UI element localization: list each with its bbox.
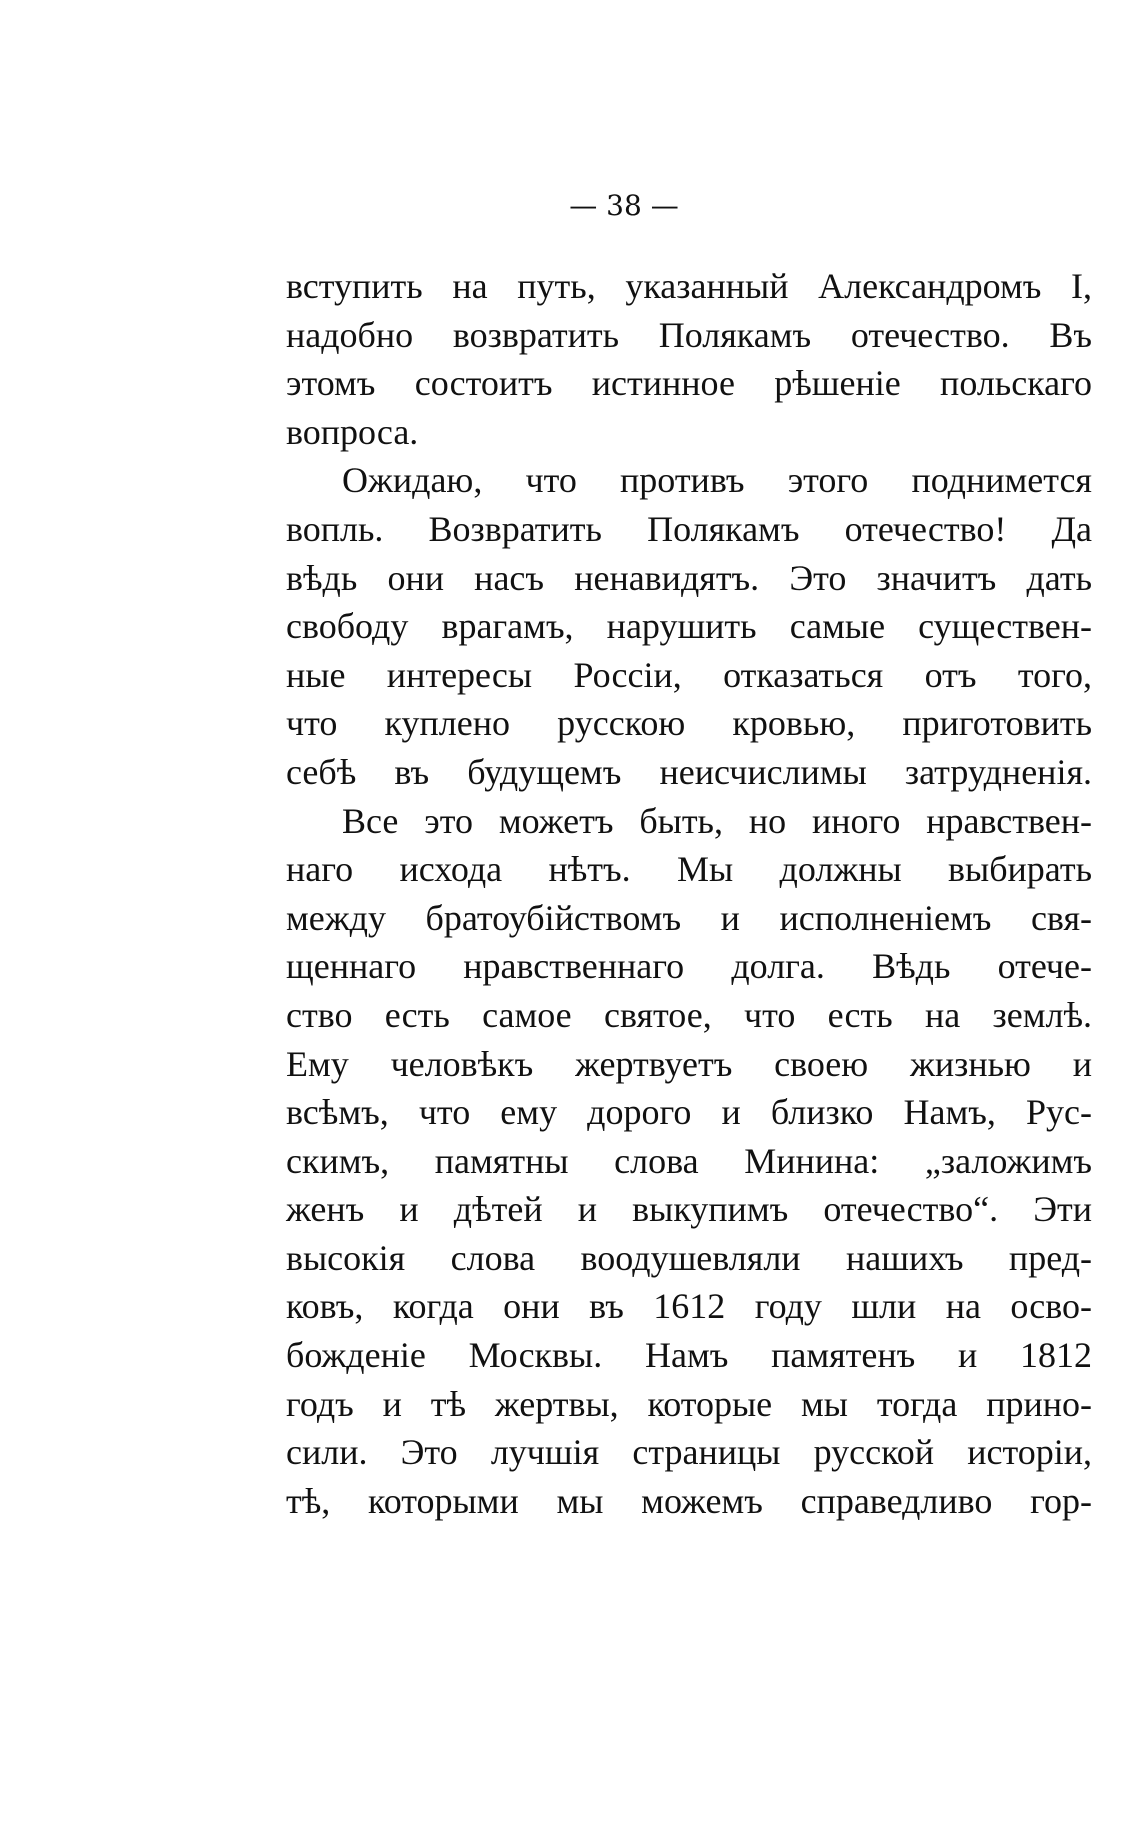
- text-line: ство есть самое святое, что есть на землѣ.: [286, 994, 1092, 1035]
- text-line: вопль. Возвратить Полякамъ отечество! Да: [286, 508, 1092, 549]
- text-line: Все это можетъ быть, но иного нравствен-: [342, 800, 1092, 841]
- text-line: вступить на путь, указанный Александромъ I,: [286, 266, 1092, 306]
- text-line: всѣмъ, что ему дорого и близко Намъ, Рус-: [286, 1092, 1092, 1133]
- text-line: щеннаго нравственнаго долга. Вѣдь отече-: [286, 946, 1092, 987]
- text-line: сили. Это лучшія страницы русской исторіи,: [286, 1432, 1092, 1473]
- body-text: [286, 262, 1092, 1525]
- text-line: свободу врагамъ, нарушить самые существен-: [286, 606, 1092, 647]
- text-line: божденіе Москвы. Намъ памятенъ и 1812: [286, 1335, 1092, 1376]
- text-line: вѣдь они насъ ненавидятъ. Это значитъ дать: [286, 557, 1092, 598]
- text-line: ковъ, когда они въ 1612 году шли на осво-: [286, 1286, 1092, 1327]
- text-line: тѣ, которыми мы можемъ справедливо гор-: [286, 1480, 1092, 1521]
- text-line: Ему человѣкъ жертвуетъ своею жизнью и: [286, 1043, 1092, 1084]
- text-line: высокія слова воодушевляли нашихъ пред-: [286, 1237, 1092, 1278]
- text-line: женъ и дѣтей и выкупимъ отечество“. Эти: [286, 1189, 1092, 1230]
- text-line: этомъ состоитъ истинное рѣшеніе польскаго: [286, 363, 1092, 404]
- text-line: себѣ въ будущемъ неисчислимы затрудненія.: [286, 751, 1092, 792]
- page-number: — 38 —: [569, 189, 679, 222]
- text-line: надобно возвратить Полякамъ отечество. Въ: [286, 314, 1092, 355]
- text-line: скимъ, памятны слова Минина: „заложимъ: [286, 1140, 1092, 1181]
- text-line: между братоубійствомъ и исполненіемъ свя-: [286, 897, 1092, 938]
- text-line: что куплено русскою кровью, приготовить: [286, 703, 1092, 744]
- text-line: годъ и тѣ жертвы, которые мы тогда прино-: [286, 1383, 1092, 1424]
- text-line: вопроса.: [286, 411, 419, 452]
- text-line: Ожидаю, что противъ этого поднимется: [342, 460, 1092, 501]
- text-line: наго исхода нѣтъ. Мы должны выбирать: [286, 849, 1092, 890]
- text-line: ные интересы Россіи, отказаться отъ того,: [286, 654, 1092, 695]
